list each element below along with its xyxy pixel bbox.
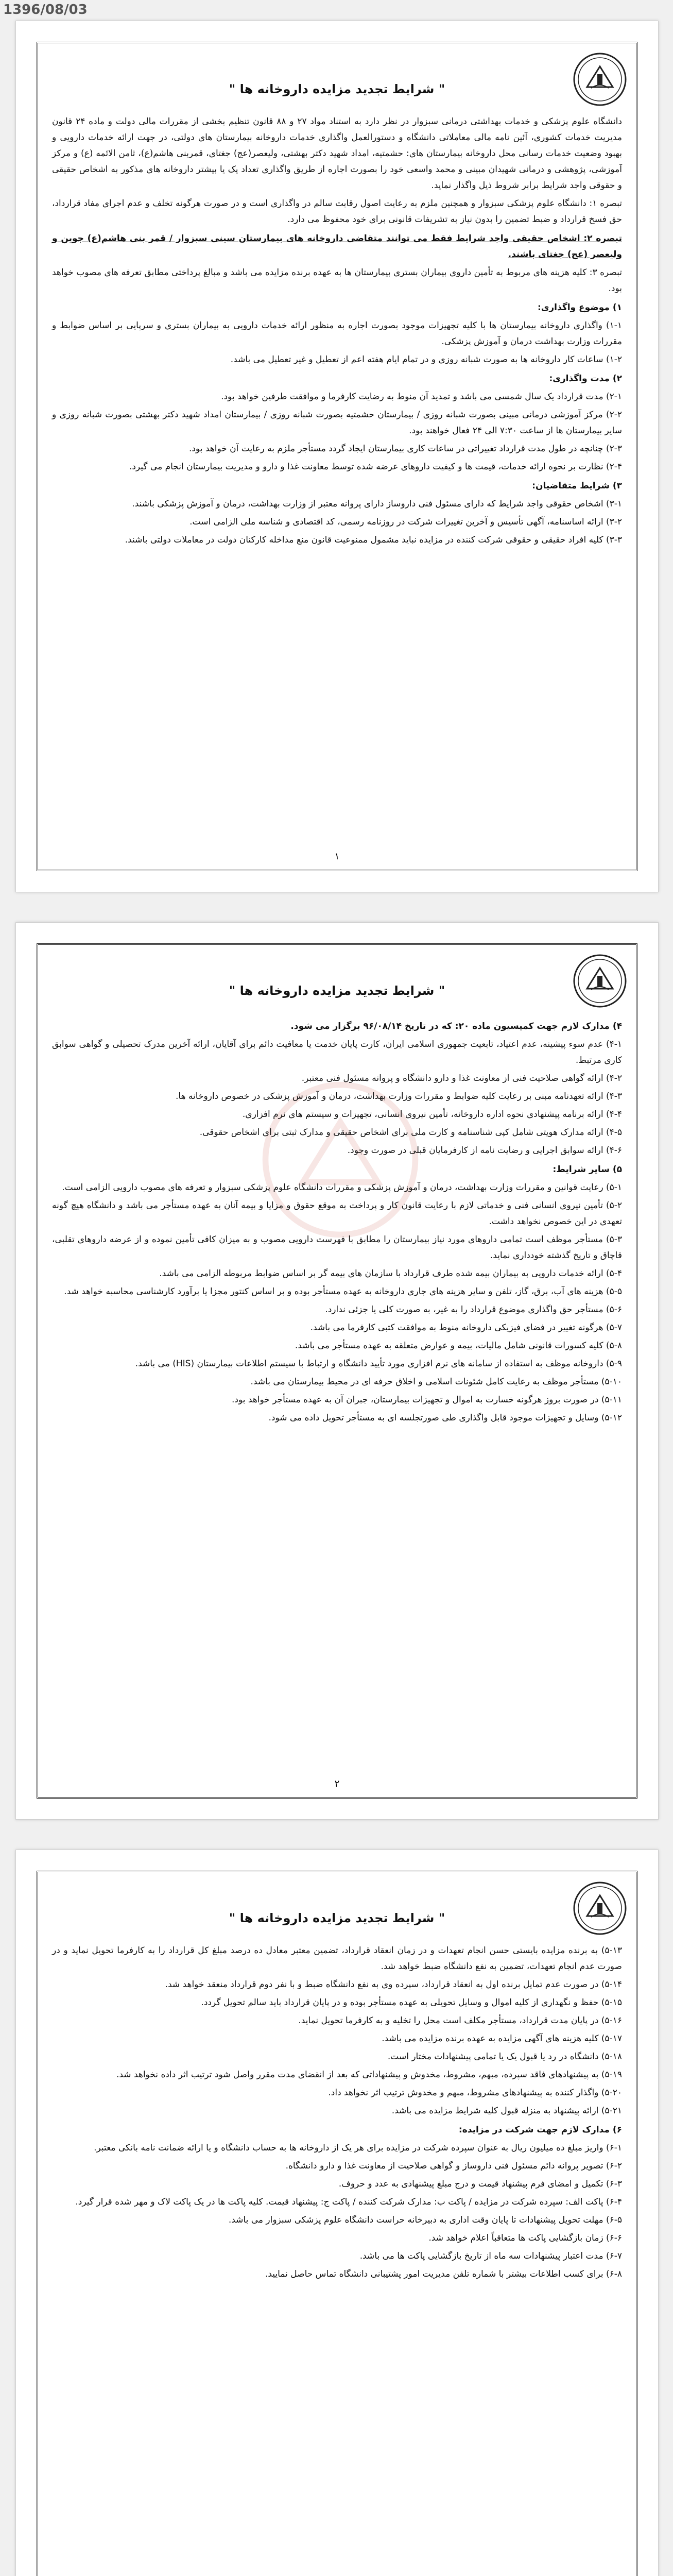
paragraph: ۶-۵) مهلت تحویل پیشنهادات تا پایان وقت اداری به دبیرخانه حراست دانشگاه علوم پزشکی سبزوار می باشد. (228, 2215, 622, 2225)
page-number: ۱ (334, 851, 340, 862)
paragraph: ۵-۳) مستأجر موظف است تمامی داروهای مورد نیاز بیمارستان را مطابق با فهرست دارویی مصوب و به میزان کافی تأمین نموده و از عرضه داروهای تقلبی، قاچاق و تاریخ گذشته خودداری نماید. (52, 1234, 622, 1261)
paragraph: ۵-۱۹) به پیشنهادهای فاقد سپرده، مبهم، مشروط، مخدوش و پیشنهاداتی که بعد از انقضای مدت مقرر واصل شود ترتیب اثر داده نخواهد شد. (116, 2070, 622, 2080)
page-content (52, 1015, 622, 1428)
paragraph: ۵-۱۱) در صورت بروز هرگونه خسارت به اموال و تجهیزات بیمارستان، جبران آن به عهده مستأجر خواهد بود. (232, 1395, 622, 1405)
university-logo-icon (572, 1880, 628, 1937)
paragraph: ۲-۱) مدت قرارداد یک سال شمسی می باشد و تمدید آن منوط به رضایت کارفرما و موافقت طرفین خواهد بود. (221, 392, 622, 402)
section-heading: ۴) مدارک لازم جهت کمیسیون ماده ۲۰: که در تاریخ ۹۶/۰۸/۱۴ برگزار می شود. (290, 1021, 622, 1031)
paragraph: ۴-۶) ارائه سوابق اجرایی و رضایت نامه از کارفرمایان قبلی در صورت وجود. (347, 1145, 622, 1156)
document-page-3 (15, 1850, 659, 2576)
section-heading: ۱) موضوع واگذاری: (538, 302, 622, 313)
paragraph: ۱-۱) واگذاری داروخانه بیمارستان ها با کلیه تجهیزات موجود بصورت اجاره به منظور ارائه خدمات دارویی به بیماران بستری و سرپایی بر اساس ضوابط و مقررات وزارت بهداشت درمان و آموزش پزشکی. (52, 320, 622, 347)
paragraph: ۵-۱۲) وسایل و تجهیزات موجود قابل واگذاری طی صورتجلسه ای به مستأجر تحویل داده می شود. (268, 1413, 622, 1423)
paragraph: ۴-۳) ارائه تعهدنامه مبنی بر رعایت کلیه ضوابط و مقررات وزارت بهداشت، درمان و آموزش پزشکی در خصوص داروخانه ها. (175, 1091, 622, 1101)
paragraph: ۳-۱) اشخاص حقوقی واجد شرایط که دارای مسئول فنی داروساز دارای پروانه معتبر از وزارت بهداشت، درمان و آموزش پزشکی باشند. (132, 499, 622, 509)
section-heading: ۳) شرایط متقاضیان: (532, 481, 622, 491)
paragraph: ۵-۲۱) ارائه پیشنهاد به منزله قبول کلیه شرایط مزایده می باشد. (391, 2106, 622, 2116)
paragraph: ۶-۶) زمان بازگشایی پاکت ها متعاقباً اعلام خواهد شد. (428, 2233, 622, 2243)
paragraph: ۶-۸) برای کسب اطلاعات بیشتر با شماره تلفن مدیریت امور پشتیبانی دانشگاه تماس حاصل نمایید. (265, 2269, 622, 2279)
page-content (52, 114, 622, 550)
paragraph: ۱-۲) ساعات کار داروخانه ها به صورت شبانه روزی و در تمام ایام هفته اعم از تعطیل و غیر تعطیل می باشد. (230, 354, 622, 365)
paragraph: ۵-۷) هرگونه تغییر در فضای فیزیکی داروخانه منوط به موافقت کتبی کارفرما می باشد. (310, 1323, 622, 1333)
paragraph: تبصره ۲: اشخاص حقیقی واجد شرایط فقط می توانند متقاضی داروخانه های بیمارستان سینی سبزوار / قمر بنی هاشم(ع) جوین و ولیعصر (عج) جغتای باشند. (52, 233, 622, 260)
paragraph: ۶-۱) واریز مبلغ ده میلیون ریال به عنوان سپرده شرکت در مزایده برای هر یک از داروخانه ها به حساب دانشگاه و یا ارائه ضمانت نامه بانکی معتبر. (94, 2143, 622, 2153)
paragraph: تبصره ۳: کلیه هزینه های مربوط به تأمین داروی بیماران بستری بیمارستان ها به عهده برنده مزایده می باشد و مبالغ پرداختی مطابق تعرفه های مصوب خواهد بود. (52, 267, 622, 294)
paragraph: ۵-۱۷) کلیه هزینه های آگهی مزایده به عهده برنده مزایده می باشد. (382, 2033, 622, 2044)
paragraph: ۳-۲) ارائه اساسنامه، آگهی تأسیس و آخرین تغییرات شرکت در روزنامه رسمی، کد اقتصادی و شناسه ملی الزامی است. (189, 517, 622, 527)
university-logo-icon (572, 51, 628, 108)
paragraph: ۵-۱۶) در پایان مدت قرارداد، مستأجر مکلف است محل را تخلیه و به کارفرما تحویل نماید. (298, 2015, 622, 2026)
paragraph: ۵-۴) ارائه خدمات دارویی به بیماران بیمه شده طرف قرارداد با سازمان های بیمه گر بر اساس ضوابط مربوطه الزامی می باشد. (159, 1268, 622, 1279)
paragraph: ۶-۲) تصویر پروانه دائم مسئول فنی داروساز و گواهی صلاحیت از معاونت غذا و دارو دانشگاه. (285, 2161, 622, 2171)
paragraph: ۵-۶) مستأجر حق واگذاری موضوع قرارداد را به غیر، به صورت کلی یا جزئی ندارد. (325, 1304, 622, 1315)
section-heading: ۶) مدارک لازم جهت شرکت در مزایده: (458, 2125, 622, 2135)
paragraph: ۲-۲) مرکز آموزشی درمانی مبینی بصورت شبانه روزی / بیمارستان حشمتیه بصورت شبانه روزی / بیمارستان امداد شهید دکتر بهشتی بصورت شبانه روزی و سایر بیمارستان ها از ساعت ۷:۳۰ الی ۲۴ فعال خواهند بود. (52, 410, 622, 436)
page-content (52, 1943, 622, 2284)
paragraph: ۵-۸) کلیه کسورات قانونی شامل مالیات، بیمه و عوارض متعلقه به عهده مستأجر می باشد. (295, 1341, 622, 1351)
paragraph: تبصره ۱: دانشگاه علوم پزشکی سبزوار و همچنین ملزم به رعایت اصول رقابت سالم در واگذاری است و در صورت هرگونه تخلف و عدم اجرای مفاد قرارداد، حق فسخ قرارداد و ضبط تضمین را بدون نیاز به تشریفات قانونی برای خود محفوظ می دارد. (52, 198, 622, 225)
paragraph: ۵-۱۴) در صورت عدم تمایل برنده اول به انعقاد قرارداد، سپرده وی به نفع دانشگاه ضبط و با نفر دوم قرارداد منعقد خواهد شد. (165, 1979, 622, 1990)
date-stamp: 1396/08/03 (3, 2, 88, 18)
paragraph: ۴-۲) ارائه گواهی صلاحیت فنی از معاونت غذا و دارو دانشگاه و پروانه مسئول فنی معتبر. (301, 1073, 622, 1083)
paragraph: ۶-۳) تکمیل و امضای فرم پیشنهاد قیمت و درج مبلغ پیشنهادی به عدد و حروف. (338, 2179, 622, 2189)
paragraph: ۶-۴) پاکت الف: سپرده شرکت در مزایده / پاکت ب: مدارک شرکت کننده / پاکت ج: پیشنهاد قیمت. کلیه پاکت ها در یک پاکت لاک و مهر شده قرار گیرد. (75, 2197, 622, 2207)
page-heading: " شرایط تجدید مزایده داروخانه ها " (229, 82, 445, 96)
paragraph: ۴-۴) ارائه برنامه پیشنهادی نحوه اداره داروخانه، تأمین نیروی انسانی، تجهیزات و سیستم های نرم افزاری. (242, 1109, 622, 1120)
paragraph: ۵-۲) تأمین نیروی انسانی فنی و خدماتی لازم با رعایت قانون کار و پرداخت به موقع حقوق و مزایا و بیمه آنان به عهده مستأجر می باشد و دانشگاه هیچ گونه تعهدی در این خصوص نخواهد داشت. (52, 1200, 622, 1227)
university-logo-icon (572, 953, 628, 1009)
paragraph: ۴-۵) ارائه مدارک هویتی شامل کپی شناسنامه و کارت ملی برای اشخاص حقیقی و مدارک ثبتی برای اشخاص حقوقی. (199, 1127, 622, 1138)
paragraph: ۵-۱۳) به برنده مزایده بایستی حسن انجام تعهدات و در زمان انعقاد قرارداد، تضمین معتبر معادل ده درصد مبلغ کل قرارداد را به کارفرما تحویل نماید و در صورت عدم انجام تعهدات، تضمین به نفع دانشگاه ضبط خواهد شد. (52, 1945, 622, 1972)
page-heading: " شرایط تجدید مزایده داروخانه ها " (229, 1911, 445, 1925)
paragraph: ۵-۱) رعایت قوانین و مقررات وزارت بهداشت، درمان و آموزش پزشکی و مقررات دانشگاه علوم پزشکی سبزوار و تعرفه های مصوب دارویی الزامی است. (62, 1182, 622, 1193)
paragraph: ۴-۱) عدم سوء پیشینه، عدم اعتیاد، تابعیت جمهوری اسلامی ایران، کارت پایان خدمت یا معافیت دائم برای آقایان، ارائه آخرین مدرک تحصیلی و گواهی سوابق کاری مرتبط. (52, 1039, 622, 1065)
page-number: ۲ (334, 1778, 340, 1789)
paragraph: ۲-۴) نظارت بر نحوه ارائه خدمات، قیمت ها و کیفیت داروهای عرضه شده توسط معاونت غذا و دارو و مدیریت بیمارستان انجام می گیرد. (129, 462, 622, 472)
paragraph: ۳-۳) کلیه افراد حقیقی و حقوقی شرکت کننده در مزایده نباید مشمول ممنوعیت قانون منع مداخله کارکنان دولت در معاملات دولتی باشند. (125, 535, 622, 545)
paragraph: ۵-۲۰) واگذار کننده به پیشنهادهای مشروط، مبهم و مخدوش ترتیب اثر نخواهد داد. (328, 2088, 622, 2098)
paragraph: ۵-۱۵) حفظ و نگهداری از کلیه اموال و وسایل تحویلی به عهده مستأجر بوده و در پایان قرارداد باید سالم تحویل گردد. (201, 1997, 622, 2008)
paragraph: ۲-۳) چنانچه در طول مدت قرارداد تغییراتی در ساعات کاری بیمارستان ایجاد گردد مستأجر ملزم به رعایت آن خواهد بود. (188, 444, 622, 454)
page-heading: " شرایط تجدید مزایده داروخانه ها " (229, 984, 445, 998)
paragraph: ۵-۵) هزینه های آب، برق، گاز، تلفن و سایر هزینه های جاری داروخانه به عهده مستأجر بوده و بر اساس کنتور مجزا یا برآورد کارشناسی محاسبه خواهد شد. (64, 1286, 622, 1297)
paragraph: ۵-۹) داروخانه موظف به استفاده از سامانه های نرم افزاری مورد تأیید دانشگاه و ارتباط با سیستم اطلاعات بیمارستان (HIS) می باشد. (135, 1359, 622, 1369)
document-page-2 (15, 922, 659, 1820)
paragraph: ۵-۱۰) مستأجر موظف به رعایت کامل شئونات اسلامی و اخلاق حرفه ای در محیط بیمارستان می باشد. (250, 1377, 622, 1387)
paragraph: ۵-۱۸) دانشگاه در رد یا قبول یک یا تمامی پیشنهادات مختار است. (387, 2052, 622, 2062)
paragraph: دانشگاه علوم پزشکی و خدمات بهداشتی درمانی سبزوار در نظر دارد به استناد مواد ۲۷ و ۸۸ قانون تنظیم بخشی از مقررات مالی دولت و ماده ۲۴ قانون مدیریت خدمات کشوری، آئین نامه مالی معاملاتی دانشگاه و دستورالعمل واگذاری خدمات داروخانه بیمارستان های دولتی، در جهت ارائه خدمات دارویی و بهبود وضعیت خدمات رسانی محل داروخانه بیمارستان های: حشمتیه، امداد شهید دکتر بهشتی، ولیعصر(عج) جغتای، قمربنی هاشم(ع)، ثامن الائمه (ع) و مرکز آموزشی، پژوهشی و درمانی شهیدان مبینی و محمد واسعی خود را بصورت اجاره از طریق واگذاری تعداد یک یا بیشتر داروخانه های مذکور به اشخاص حقیقی و حقوقی واجد شرایط برابر شروط ذیل واگذار نماید. (52, 116, 622, 191)
section-heading: ۲) مدت واگذاری: (549, 374, 622, 384)
section-heading: ۵) سایر شرایط: (553, 1164, 622, 1175)
paragraph: ۶-۷) مدت اعتبار پیشنهادات سه ماه از تاریخ بازگشایی پاکت ها می باشد. (359, 2251, 622, 2261)
document-page-1 (15, 21, 659, 892)
